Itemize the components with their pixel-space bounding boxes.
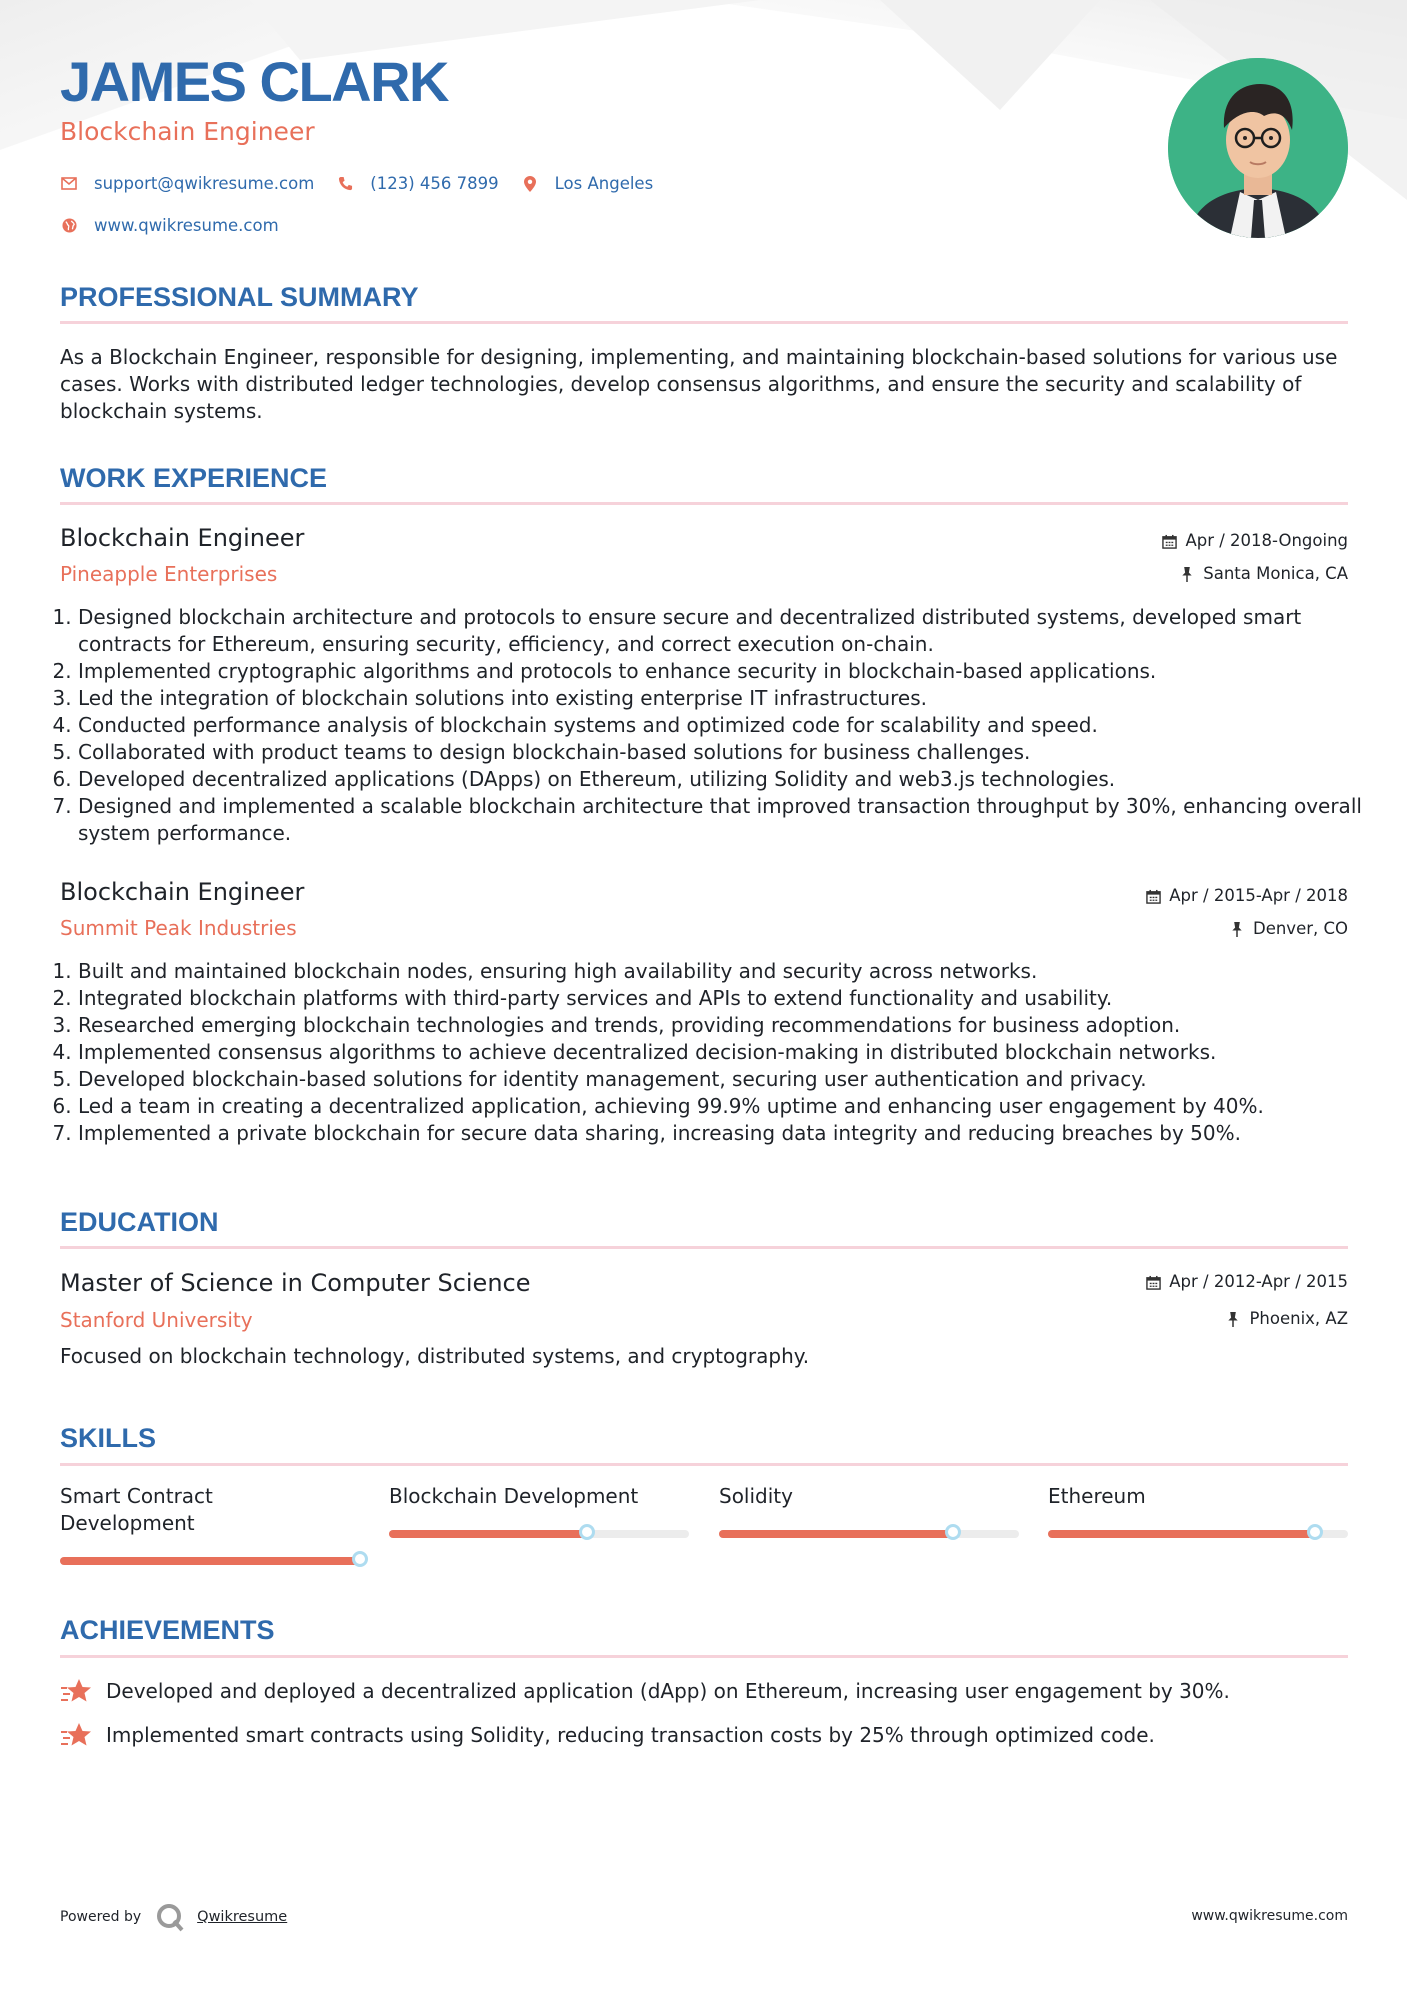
email-link[interactable]: support@qwikresume.com [94, 174, 315, 193]
list-item: 4. Implemented consensus algorithms to achieve decentralized decision-making in distributed blockchain networks. [78, 1039, 1366, 1066]
qwikresume-logo-icon [155, 1902, 185, 1932]
job-bullets [60, 958, 1366, 1147]
globe-icon [60, 217, 78, 235]
pushpin-icon [1225, 1311, 1241, 1327]
job-title: Blockchain Engineer [60, 878, 305, 906]
job-bullets [60, 604, 1366, 847]
job-location-text: Santa Monica, CA [1203, 564, 1348, 583]
candidate-role: Blockchain Engineer [60, 117, 315, 146]
footer-powered-by [60, 1902, 287, 1932]
skill-label: Solidity [719, 1484, 793, 1508]
company-name: Pineapple Enterprises [60, 562, 278, 586]
list-item: 7. Implemented a private blockchain for secure data sharing, increasing data integrity and reducing breaches by 50%. [78, 1120, 1366, 1147]
pushpin-icon [1179, 566, 1195, 582]
skill-bar-handle [945, 1524, 961, 1540]
section-title-summary: PROFESSIONAL SUMMARY [60, 282, 419, 312]
education-dates-text: Apr / 2012-Apr / 2015 [1169, 1272, 1348, 1291]
list-item: 1. Built and maintained blockchain nodes, ensuring high availability and security across networks. [78, 958, 1366, 985]
skill-label: Smart Contract Development [60, 1484, 213, 1535]
contact-row [60, 174, 675, 193]
achievement-item [60, 1720, 1155, 1750]
list-item: 6. Led a team in creating a decentralized application, achieving 99.9% uptime and enhancing user engagement by 40%. [78, 1093, 1366, 1120]
location-pin-icon [521, 175, 539, 193]
section-title-education: EDUCATION [60, 1207, 219, 1237]
envelope-icon [60, 175, 78, 193]
website-link[interactable]: www.qwikresume.com [94, 216, 279, 235]
skill-label: Ethereum [1048, 1484, 1146, 1508]
list-item: 7. Designed and implemented a scalable blockchain architecture that improved transaction throughput by 30%, enhancing overall system performance. [78, 793, 1366, 847]
list-item: 2. Integrated blockchain platforms with third-party services and APIs to extend functionality and usability. [78, 985, 1366, 1012]
degree-title: Master of Science in Computer Science [60, 1269, 531, 1297]
section-divider [60, 1655, 1348, 1658]
job-dates [1145, 888, 1348, 905]
skill-bar-fill [719, 1530, 953, 1538]
education-dates [1145, 1274, 1348, 1291]
section-title-experience: WORK EXPERIENCE [60, 463, 328, 493]
skill-bar-fill [1048, 1530, 1315, 1538]
education-location-text: Phoenix, AZ [1249, 1309, 1348, 1328]
job-location [1229, 921, 1348, 938]
phone-icon [336, 175, 354, 193]
footer-website[interactable]: www.qwikresume.com [1191, 1908, 1348, 1924]
location-text: Los Angeles [554, 174, 654, 193]
job-dates [1161, 533, 1348, 550]
skill-item [719, 1483, 1019, 1510]
company-name: Summit Peak Industries [60, 916, 297, 940]
calendar-icon [1145, 888, 1161, 904]
brand-link[interactable]: Qwikresume [197, 1909, 288, 1925]
skill-bar-fill [389, 1530, 587, 1538]
skill-item [389, 1483, 689, 1510]
job-location-text: Denver, CO [1252, 919, 1348, 938]
education-location [1225, 1311, 1348, 1328]
skill-bar [60, 1557, 360, 1565]
section-divider [60, 321, 1348, 324]
list-item: 6. Developed decentralized applications (DApps) on Ethereum, utilizing Solidity and web3.js technologies. [78, 766, 1366, 793]
job-title: Blockchain Engineer [60, 524, 305, 552]
job-location [1179, 566, 1348, 583]
skill-bar-handle [352, 1551, 368, 1567]
phone-number[interactable]: (123) 456 7899 [370, 174, 499, 193]
education-description: Focused on blockchain technology, distributed systems, and cryptography. [60, 1344, 810, 1368]
shooting-star-icon [60, 1720, 94, 1750]
pushpin-icon [1229, 921, 1245, 937]
skill-label: Blockchain Development [389, 1484, 639, 1508]
achievement-item [60, 1676, 1230, 1706]
list-item: 5. Developed blockchain-based solutions for identity management, securing user authentication and privacy. [78, 1066, 1366, 1093]
profile-photo [1168, 58, 1348, 238]
section-divider [60, 1246, 1348, 1249]
list-item: 5. Collaborated with product teams to design blockchain-based solutions for business challenges. [78, 739, 1366, 766]
list-item: 4. Conducted performance analysis of blockchain systems and optimized code for scalability and speed. [78, 712, 1366, 739]
section-title-skills: SKILLS [60, 1423, 157, 1453]
section-title-achievements: ACHIEVEMENTS [60, 1615, 275, 1645]
list-item: 3. Researched emerging blockchain technologies and trends, providing recommendations for business adoption. [78, 1012, 1366, 1039]
calendar-icon [1145, 1274, 1161, 1290]
achievement-text: Implemented smart contracts using Solidity, reducing transaction costs by 25% through optimized code. [106, 1722, 1155, 1747]
skill-bar [719, 1530, 1019, 1538]
skill-bar [389, 1530, 689, 1538]
skill-bar-fill [60, 1557, 360, 1565]
achievement-text: Developed and deployed a decentralized application (dApp) on Ethereum, increasing user engagement by 30%. [106, 1678, 1230, 1703]
list-item: 3. Led the integration of blockchain solutions into existing enterprise IT infrastructures. [78, 685, 1366, 712]
school-name: Stanford University [60, 1308, 253, 1332]
section-divider [60, 502, 1348, 505]
powered-by-label: Powered by [60, 1909, 142, 1925]
skill-item [1048, 1483, 1348, 1510]
job-dates-text: Apr / 2015-Apr / 2018 [1169, 886, 1348, 905]
skill-bar-handle [1307, 1524, 1323, 1540]
skill-item [60, 1483, 360, 1537]
skill-bar-handle [579, 1524, 595, 1540]
list-item: 1. Designed blockchain architecture and protocols to ensure secure and decentralized distributed systems, developed smart contracts for Ethereum, ensuring security, efficiency, and correct execution on-chain. [78, 604, 1366, 658]
candidate-name: JAMES CLARK [60, 50, 448, 113]
shooting-star-icon [60, 1676, 94, 1706]
job-dates-text: Apr / 2018-Ongoing [1185, 531, 1348, 550]
summary-text: As a Blockchain Engineer, responsible for designing, implementing, and maintaining blockchain-based solutions for various use cases. Works with distributed ledger technologies, develop consensus algorithms, and ensure the security and scalability of blockchain systems. [60, 345, 1338, 423]
calendar-icon [1161, 533, 1177, 549]
list-item: 2. Implemented cryptographic algorithms and protocols to enhance security in blockchain-based applications. [78, 658, 1366, 685]
website-row [60, 216, 301, 235]
skill-bar [1048, 1530, 1348, 1538]
section-divider [60, 1463, 1348, 1466]
